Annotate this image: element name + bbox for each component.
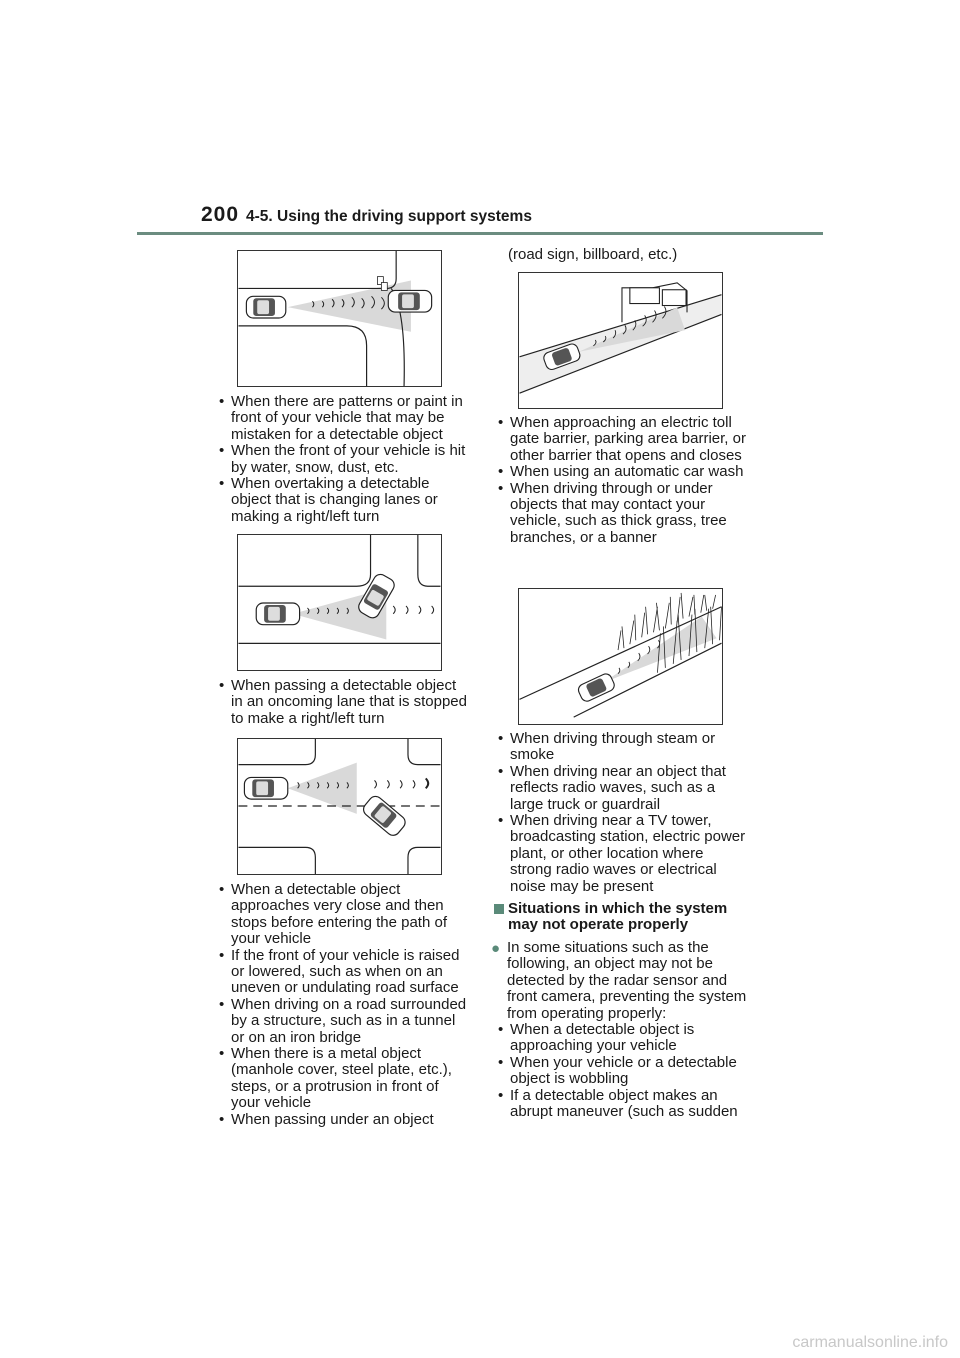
- square-bullet-icon: [494, 904, 504, 914]
- list-item: • If a detectable object makes an abrupt maneuver (such as sudden: [494, 1088, 749, 1121]
- page-number: 200: [201, 203, 240, 226]
- list-item: • When your vehicle or a detectable object is wobbling: [494, 1055, 749, 1088]
- section-title: 4-5. Using the driving support systems: [246, 208, 532, 225]
- figure-intersection-turn-drawing: [238, 535, 441, 670]
- list-item: • When driving near a TV tower, broadcasting station, electric power plant, or other location where strong radio waves or electrical noise may be present: [494, 813, 749, 895]
- list-item: • When driving through or under objects that may contact your vehicle, such as thick grass, tree branches, or a banner: [494, 481, 749, 547]
- list-item: • When overtaking a detectable object that is changing lanes or making a right/left turn: [215, 476, 470, 525]
- list-item: • When passing under an object: [215, 1112, 470, 1128]
- list-item: • When there are patterns or paint in front of your vehicle that may be mistaken for a detectable object: [215, 394, 470, 443]
- section-heading-text: Situations in which the system may not operate properly: [508, 900, 728, 934]
- figure-overhead-sign-drawing: [519, 273, 722, 408]
- figure-overhead-sign: [518, 272, 723, 409]
- figure-oncoming-turn: [237, 738, 442, 875]
- right-text-block-2: [494, 731, 749, 895]
- list-item: • If the front of your vehicle is raised or lowered, such as when on an uneven or undulating road surface: [215, 948, 470, 997]
- header-rule: [137, 232, 823, 235]
- figure-tall-grass: [518, 588, 723, 725]
- figure-intersection-turn: [237, 534, 442, 671]
- circle-bullet-icon: ●: [491, 940, 501, 957]
- figure-turning-vehicle-drawing: [238, 251, 441, 386]
- right-text-block-3: [491, 939, 749, 1121]
- watermark: carmanualsonline.info: [792, 1334, 948, 1351]
- figure-turning-vehicle: [237, 250, 442, 387]
- list-item: • When driving near an object that reflects radio waves, such as a large truck or guardrail: [494, 764, 749, 813]
- list-item: • When a detectable object is approaching your vehicle: [494, 1022, 749, 1055]
- list-item: • When passing a detectable object in an oncoming lane that is stopped to make a right/left turn: [215, 678, 470, 727]
- list-item: • When using an automatic car wash: [494, 464, 749, 480]
- left-text-block-1: [215, 394, 470, 525]
- figure-oncoming-turn-drawing: [238, 739, 441, 874]
- left-text-block-3: [215, 882, 470, 1128]
- list-item: • When approaching an electric toll gate barrier, parking area barrier, or other barrier that opens and closes: [494, 415, 749, 464]
- figure-tall-grass-drawing: [519, 589, 722, 724]
- circle-list-item: [491, 939, 749, 1022]
- list-item: • When the front of your vehicle is hit by water, snow, dust, etc.: [215, 443, 470, 476]
- list-item: • When there is a metal object (manhole cover, steel plate, etc.), steps, or a protrusion in front of your vehicle: [215, 1046, 470, 1112]
- list-item: • When a detectable object approaches very close and then stops before entering the path of your vehicle: [215, 882, 470, 948]
- right-continuation-text: (road sign, billboard, etc.): [508, 246, 678, 263]
- list-item: • When driving on a road surrounded by a structure, such as in a tunnel or on an iron bridge: [215, 997, 470, 1046]
- right-text-block-1: [494, 415, 749, 546]
- circle-item-text: In some situations such as the following, an object may not be detected by the radar sensor and front camera, preventing the system from operating properly:: [507, 939, 747, 1022]
- left-text-block-2: [215, 678, 470, 727]
- section-heading: [494, 901, 758, 934]
- list-item: • When driving through steam or smoke: [494, 731, 749, 764]
